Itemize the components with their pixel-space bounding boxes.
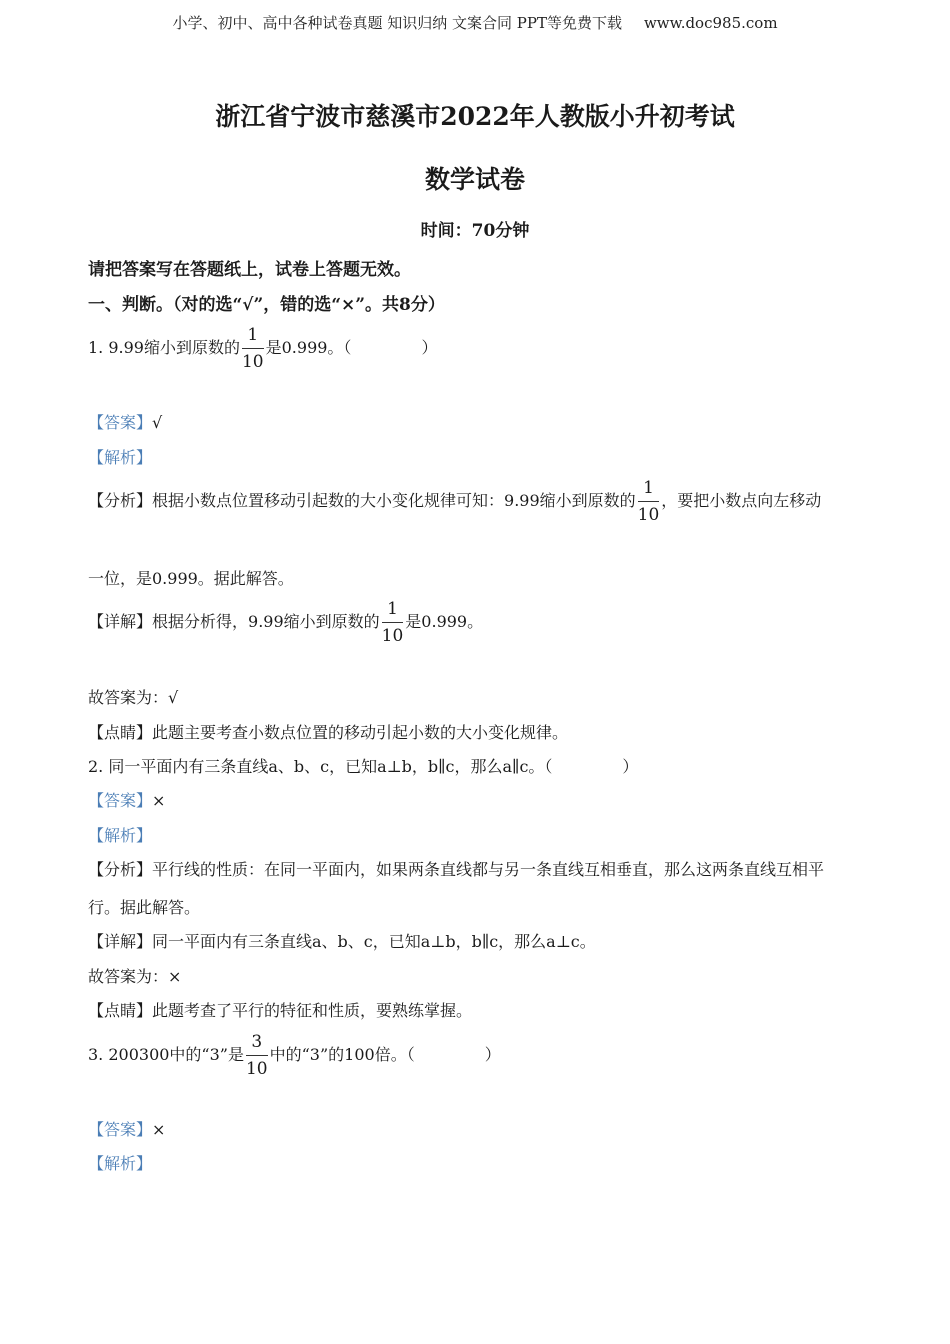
- q3-answer-tag: 【答案】: [88, 1120, 153, 1139]
- q1-suffix: 是0.999。（: [265, 338, 352, 357]
- q2-answer: [88, 788, 165, 811]
- exam-subtitle: 数学试卷: [424, 165, 525, 194]
- site-header-banner: [0, 12, 950, 33]
- q1-comment-text: 此题主要考查小数点位置的移动引起小数的大小变化规律。: [152, 723, 569, 742]
- question-3: [88, 1031, 501, 1080]
- q1-frac-den: 10: [241, 352, 264, 372]
- q1-detail-a: 根据分析得，9.99缩小到原数的: [152, 612, 380, 631]
- q3-answer-value: ×: [152, 1120, 166, 1139]
- q3-frac-num: 3: [246, 1031, 268, 1056]
- q2-jiexi-tag: 【解析】: [88, 826, 153, 845]
- q1-answer: [88, 410, 162, 433]
- question-2: [88, 754, 638, 777]
- exam-time: 时间：70分钟: [420, 221, 530, 241]
- q1-prefix: 1. 9.99缩小到原数的: [88, 338, 240, 357]
- q1-comment: [88, 720, 568, 743]
- section-1-heading: 一、判断。（对的选“√”，错的选“×”。共8分）: [88, 295, 445, 315]
- q2-detail: [88, 929, 596, 952]
- q1-detail: [88, 598, 483, 647]
- q2-answer-tag: 【答案】: [88, 791, 153, 810]
- q2-analysis: [88, 857, 824, 880]
- q1-analysis-c: 一位，是0.999。据此解答。: [88, 569, 294, 588]
- q2-comment-text: 此题考查了平行的特征和性质，要熟练掌握。: [152, 1001, 473, 1020]
- q2-detail-tag: 【详解】: [88, 932, 153, 951]
- q1-analysis: [88, 477, 821, 526]
- q1-detail-tag: 【详解】: [88, 612, 153, 631]
- q1-fraction: [242, 324, 264, 373]
- q3-frac-den: 10: [245, 1059, 268, 1079]
- q3-fraction: [246, 1031, 268, 1080]
- q1-analysis-a: 根据小数点位置移动引起数的大小变化规律可知：9.99缩小到原数的: [152, 491, 636, 510]
- q1-detail-b: 是0.999。: [405, 612, 484, 631]
- q1-analysis-frac-num: 1: [638, 477, 660, 502]
- q3-answer: [88, 1117, 165, 1140]
- exam-title: 浙江省宁波市慈溪市2022年人教版小升初考试: [215, 102, 735, 131]
- q2-conclusion: 故答案为：×: [88, 967, 182, 986]
- q1-answer-value: √: [152, 413, 163, 432]
- q1-detail-frac-den: 10: [381, 626, 404, 646]
- q1-close: ）: [421, 338, 438, 357]
- q3-prefix: 3. 200300中的“3”是: [88, 1045, 244, 1064]
- q2-comment-tag: 【点睛】: [88, 1001, 153, 1020]
- q1-conclusion: 故答案为：√: [88, 688, 179, 707]
- question-1: [88, 324, 437, 373]
- q1-analysis-tag: 【分析】: [88, 491, 153, 510]
- q3-jiexi-tag: 【解析】: [88, 1154, 153, 1173]
- header-banner-text: 小学、初中、高中各种试卷真题 知识归纳 文案合同 PPT等免费下载: [172, 14, 622, 32]
- q2-comment: [88, 998, 472, 1021]
- q1-analysis-b: ，要把小数点向左移动: [661, 491, 822, 510]
- q1-analysis-frac-den: 10: [637, 505, 660, 525]
- q3-close: ）: [484, 1045, 501, 1064]
- q1-detail-frac-num: 1: [382, 598, 404, 623]
- q1-answer-tag: 【答案】: [88, 413, 153, 432]
- q1-jiexi-tag: 【解析】: [88, 448, 153, 467]
- q2-close: ）: [622, 757, 639, 776]
- exam-notice: 请把答案写在答题纸上，试卷上答题无效。: [88, 260, 411, 280]
- header-url-link[interactable]: www.doc985.com: [643, 14, 778, 32]
- q2-answer-value: ×: [152, 791, 166, 810]
- q1-comment-tag: 【点睛】: [88, 723, 153, 742]
- q2-text: 2. 同一平面内有三条直线a、b、c，已知a⊥b，b∥c，那么a∥c。（: [88, 757, 553, 776]
- q2-analysis-tag: 【分析】: [88, 860, 153, 879]
- q3-suffix: 中的“3”的100倍。（: [269, 1045, 415, 1064]
- q1-frac-num: 1: [242, 324, 264, 349]
- q1-analysis-fraction: [638, 477, 660, 526]
- q1-detail-fraction: [382, 598, 404, 647]
- q2-detail-text: 同一平面内有三条直线a、b、c，已知a⊥b，b∥c，那么a⊥c。: [152, 932, 596, 951]
- q2-analysis-a: 平行线的性质：在同一平面内，如果两条直线都与另一条直线互相垂直，那么这两条直线互相平: [152, 860, 825, 879]
- q2-analysis-b: 行。据此解答。: [88, 898, 201, 917]
